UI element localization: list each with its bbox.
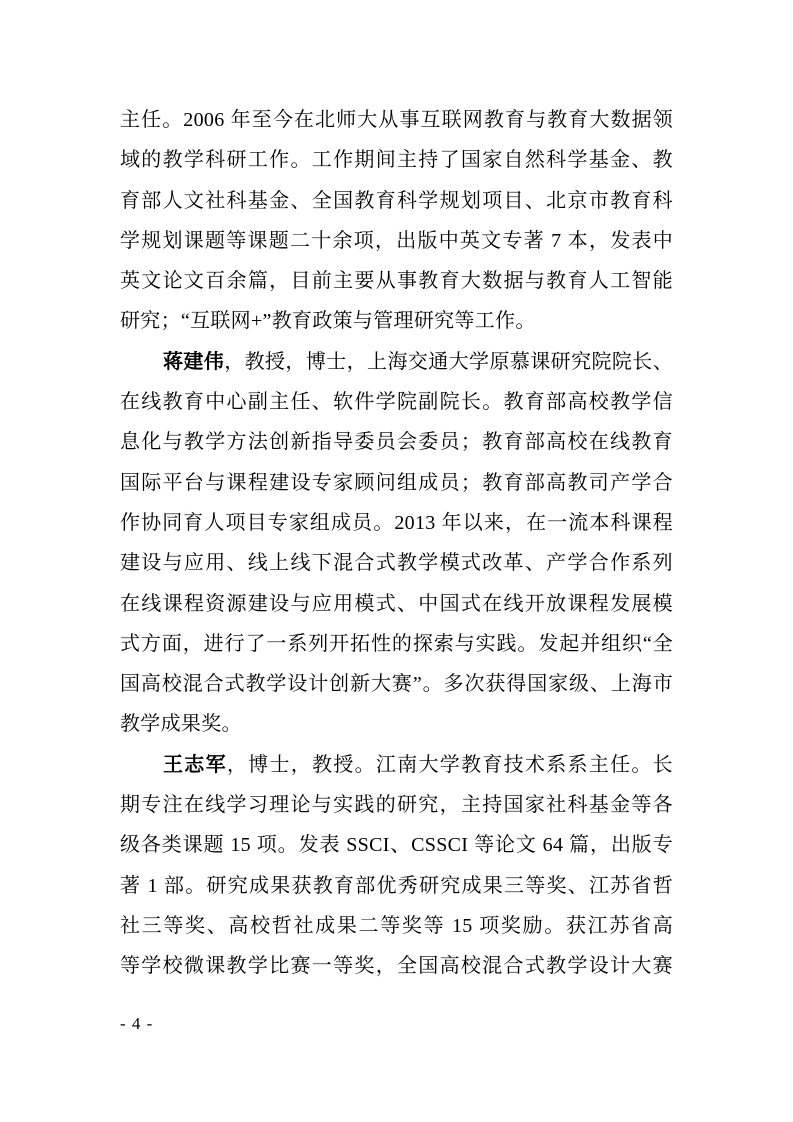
text-line-rest: ，博士，教授。江南大学教育技术系系主任。长 [226,753,673,776]
text-line: 著 1 部。研究成果获教育部优秀研究成果三等奖、江苏省哲 [120,874,673,897]
text-line: 作协同育人项目专家组成员。2013 年以来，在一流本科课程 [120,511,673,534]
text-line: 式方面，进行了一系列开拓性的探索与实践。发起并组织“全 [120,632,673,655]
text-line: 息化与教学方法创新指导委员会委员；教育部高校在线教育 [120,431,673,454]
paragraph-continuation [120,100,673,342]
paragraph-wang-zhijun [120,745,673,987]
text-line: 社三等奖、高校哲社成果二等奖等 15 项奖励。获江苏省高 [120,914,673,937]
text-line: 育部人文社科基金、全国教育科学规划项目、北京市教育科 [120,189,673,212]
text-line [120,745,673,785]
text-line: 等学校微课教学比赛一等奖，全国高校混合式教学设计大赛 [120,955,673,978]
text-line: 教学成果奖。 [120,713,242,736]
text-line-rest: ，教授，博士，上海交通大学原慕课研究院院长、 [224,350,673,373]
text-line: 主任。2006 年至今在北师大从事互联网教育与教育大数据领 [120,109,673,131]
text-line: 在线教育中心副主任、软件学院副院长。教育部高校教学信 [120,391,673,414]
text-line: 建设与应用、线上线下混合式教学模式改革、产学合作系列 [120,552,673,575]
person-name: 蒋建伟 [163,350,225,373]
text-line: 研究；“互联网+”教育政策与管理研究等工作。 [120,310,536,333]
page-number: - 4 - [120,1014,154,1033]
text-line [120,342,673,382]
text-line: 国高校混合式教学设计创新大赛”。多次获得国家级、上海市 [120,673,673,696]
text-line: 域的教学科研工作。工作期间主持了国家自然科学基金、教 [120,149,673,172]
text-line: 期专注在线学习理论与实践的研究，主持国家社科基金等各 [120,794,673,817]
text-line: 级各类课题 15 项。发表 SSCI、CSSCI 等论文 64 篇，出版专 [120,834,673,857]
text-line: 学规划课题等课题二十余项，出版中英文专著 7 本，发表中 [120,229,673,252]
paragraph-jiang-jianwei [120,342,673,745]
person-name: 王志军 [163,753,227,776]
document-body [120,100,673,987]
text-line: 在线课程资源建设与应用模式、中国式在线开放课程发展模 [120,592,673,615]
text-line: 国际平台与课程建设专家顾问组成员；教育部高教司产学合 [120,471,673,494]
text-line: 英文论文百余篇，目前主要从事教育大数据与教育人工智能 [120,270,673,293]
